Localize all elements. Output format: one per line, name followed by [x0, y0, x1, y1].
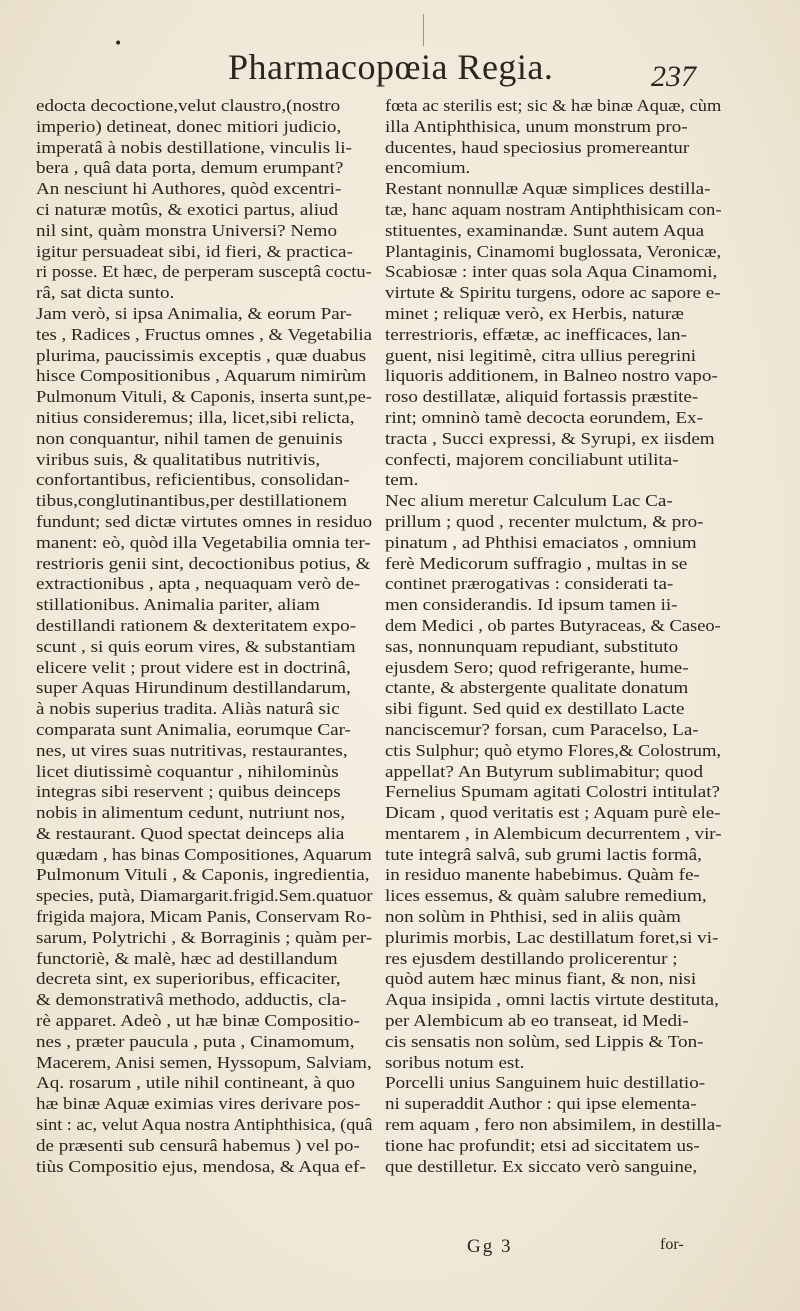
- text-line: nes , præter paucula , puta , Cinamomum,: [36, 1031, 355, 1051]
- text-line: rè apparet. Adeò , ut hæ binæ Compositio-: [36, 1011, 360, 1031]
- text-line: igitur persuadeat sibi, id fieri, & practica-: [36, 241, 353, 261]
- text-line: sas, nonnunquam repudiant, substituto: [385, 636, 679, 656]
- text-line: sint : ac, velut Aqua nostra Antiphthisica, (quâ: [36, 1115, 373, 1135]
- text-line: pinatum , ad Phthisi emaciatos , omnium: [385, 532, 697, 552]
- text-line: Porcelli unius Sanguinem huic destillatio-: [385, 1073, 706, 1093]
- text-line: species, putà, Diamargarit.frigid.Sem.quatuor: [36, 886, 373, 906]
- text-line: tiùs Compositio ejus, mendosa, & Aqua ef-: [36, 1156, 366, 1176]
- text-line: ctante, & abstergente qualitate donatum: [385, 678, 689, 698]
- text-line: destillandi rationem & dexteritatem expo-: [36, 615, 357, 635]
- text-line: confortantibus, reficientibus, consolidan-: [36, 470, 350, 490]
- page-title: Pharmacopœia Regia.: [228, 47, 554, 87]
- catchword: for-: [660, 1236, 684, 1253]
- text-line: Fernelius Spumam agitati Colostri intitulat?: [385, 782, 720, 802]
- text-line: tracta , Succi expressi, & Syrupi, ex iisdem: [385, 428, 715, 448]
- text-line: minet ; reliquæ verò, ex Herbis, naturæ: [385, 303, 684, 323]
- text-line: stillationibus. Animalia pariter, aliam: [36, 595, 320, 615]
- text-line: men considerandis. Id ipsum tamen ii-: [385, 595, 678, 615]
- text-line: in residuo manente habebimus. Quàm fe-: [385, 865, 700, 885]
- text-line: tem.: [385, 470, 419, 490]
- text-line: plurima, paucissimis exceptis , quæ duabus: [36, 345, 367, 365]
- text-line: terrestrioris, effætæ, ac inefficaces, lan-: [385, 324, 687, 344]
- text-line: sibi figunt. Sed quid ex destillato Lacte: [385, 699, 685, 719]
- text-line: restrioris genii sint, decoctionibus potius, &: [36, 553, 371, 573]
- text-line: nanciscemur? forsan, cum Paracelso, La-: [385, 719, 699, 739]
- left-column: [36, 96, 372, 1177]
- text-line: mentarem , in Alembicum decurrentem , vir-: [385, 823, 722, 843]
- text-line: imperatâ à nobis destillatione, vinculis li-: [36, 137, 352, 157]
- text-line: tute integrâ salvâ, sub grumi lactis formâ,: [385, 844, 702, 864]
- text-line: appellat? An Butyrum sublimabitur; quod: [385, 761, 704, 781]
- text-line: confecti, majorem conciliabunt utilita-: [385, 449, 679, 469]
- text-line: plurimis morbis, Lac destillatum foret,si vi-: [385, 927, 719, 947]
- text-line: edocta decoctione,velut claustro,(nostro: [36, 96, 341, 115]
- text-line: res ejusdem destillando prolicerentur ;: [385, 948, 678, 968]
- text-line: Aqua insipida , omni lactis virtute destituta,: [385, 990, 719, 1010]
- text-line: ni superaddit Author : qui ipse elementa-: [385, 1094, 697, 1114]
- text-line: prillum ; quod , recenter mulctum, & pro-: [385, 511, 704, 531]
- text-line: tes , Radices , Fructus omnes , & Vegetabilia: [36, 324, 372, 344]
- text-line: extractionibus , apta , nequaquam verò de-: [36, 574, 361, 594]
- text-line: decreta sint, ex superioribus, efficaciter,: [36, 969, 341, 989]
- text-line: lices essemus, & quàm salubre remedium,: [385, 886, 707, 906]
- text-line: liquoris additionem, in Balneo nostro vapo-: [385, 366, 718, 386]
- page-number: 237: [651, 60, 696, 93]
- text-line: cis sensatis non solùm, sed Lippis & Ton-: [385, 1031, 704, 1051]
- text-line: quædam , has binas Compositiones, Aquarum: [36, 844, 372, 864]
- text-line: roso destillatæ, aliquid fortassis præstite-: [385, 387, 699, 407]
- text-line: licet diutissimè coquantur , nihilominùs: [36, 761, 339, 781]
- text-line: quòd autem hæc minus fiant, & non, nisi: [385, 969, 697, 989]
- text-line: tibus,conglutinantibus,per destillationem: [36, 491, 348, 511]
- text-line: tione hac profundit; etsi ad siccitatem us-: [385, 1135, 700, 1155]
- text-line: ejusdem Sero; quod refrigerante, hume-: [385, 657, 689, 677]
- text-line: soribus notum est.: [385, 1052, 525, 1072]
- header-bullet: •: [114, 36, 123, 52]
- text-line: encomium.: [385, 158, 471, 178]
- text-line: nitius consideremus; illa, licet,sibi relicta,: [36, 407, 355, 427]
- text-line: tæ, hanc aquam nostram Antiphthisicam con-: [385, 199, 722, 219]
- text-line: non conquantur, nihil tamen de genuinis: [36, 428, 343, 448]
- text-line: elicere velit ; prout videre est in doctrinâ,: [36, 657, 351, 677]
- text-line: guent, nisi legitimè, citra ullius peregrini: [385, 345, 697, 365]
- text-line: rem aquam , fero non absimilem, in destilla-: [385, 1115, 722, 1135]
- text-line: de præsenti sub censurâ habemus ) vel po-: [36, 1135, 360, 1155]
- text-line: fœta ac sterilis est; sic & hæ binæ Aquæ, cùm: [385, 96, 722, 115]
- text-line: Macerem, Anisi semen, Hyssopum, Salviam,: [36, 1052, 372, 1072]
- text-line: Nec alium meretur Calculum Lac Ca-: [385, 491, 673, 511]
- text-line: Restant nonnullæ Aquæ simplices destilla-: [385, 179, 711, 199]
- text-line: ducentes, haud speciosius promereantur: [385, 137, 690, 157]
- text-line: hæ binæ Aquæ eximias vires derivare pos-: [36, 1094, 361, 1114]
- text-line: Pulmonum Vituli, & Caponis, inserta sunt,pe-: [36, 387, 372, 407]
- text-line: à nobis superius tradita. Aliàs naturâ sic: [36, 699, 340, 719]
- text-line: nes, ut vires suas nutritivas, restaurantes,: [36, 740, 348, 760]
- text-line: fundunt; sed dictæ virtutes omnes in residuo: [36, 511, 373, 531]
- text-line: ctis Sulphur; quò etymo Flores,& Colostrum,: [385, 740, 722, 760]
- text-line: super Aquas Hirundinum destillandarum,: [36, 678, 351, 698]
- text-line: & demonstrativâ methodo, adductis, cla-: [36, 990, 347, 1010]
- text-line: bera , quâ data porta, demum erumpant?: [36, 158, 344, 178]
- signature-mark: Gg 3: [467, 1236, 513, 1257]
- text-line: virtute & Spiritu turgens, odore ac sapore e-: [385, 283, 721, 303]
- text-line: ferè Medicorum suffragio , multas in se: [385, 553, 688, 573]
- text-line: Aq. rosarum , utile nihil contineant, à quo: [36, 1073, 356, 1093]
- text-line: râ, sat dicta sunto.: [36, 283, 175, 303]
- text-line: stituentes, examinandæ. Sunt autem Aqua: [385, 220, 705, 240]
- text-line: que destilletur. Ex siccato verò sanguine,: [385, 1156, 698, 1176]
- text-line: nil sint, quàm monstra Universi? Nemo: [36, 220, 338, 240]
- text-line: non solùm in Phthisi, sed in aliis quàm: [385, 907, 681, 927]
- text-line: Scabiosæ : inter quas sola Aqua Cinamomi,: [385, 262, 718, 282]
- text-line: illa Antiphthisica, unum monstrum pro-: [385, 116, 688, 136]
- text-line: viribus suis, & qualitatibus nutritivis,: [36, 449, 321, 469]
- text-line: Jam verò, si ipsa Animalia, & eorum Par-: [36, 303, 353, 323]
- text-line: manent: eò, quòd illa Vegetabilia omnia ter-: [36, 532, 371, 552]
- text-line: nobis in alimentum cedunt, nutriunt nos,: [36, 803, 346, 823]
- text-line: scunt , si quis eorum vires, & substantiam: [36, 636, 356, 656]
- text-line: dem Medici , ob partes Butyraceas, & Caseo-: [385, 615, 721, 635]
- text-line: ri posse. Et hæc, de perperam susceptâ coctu-: [36, 262, 372, 282]
- text-line: rint; omninò tamè decocta eorundem, Ex-: [385, 407, 703, 427]
- text-line: An nesciunt hi Authores, quòd excentri-: [36, 179, 342, 199]
- text-line: hisce Compositionibus , Aquarum nimirùm: [36, 366, 367, 386]
- text-line: & restaurant. Quod spectat deinceps alia: [36, 823, 345, 843]
- text-line: per Alembicum ab eo transeat, id Medi-: [385, 1011, 689, 1031]
- text-line: Plantaginis, Cinamomi buglossata, Veronicæ,: [385, 241, 722, 261]
- text-line: comparata sunt Animalia, eorumque Car-: [36, 719, 351, 739]
- text-line: sarum, Polytrichi , & Borraginis ; quàm per-: [36, 927, 373, 947]
- text-line: imperio) detineat, donec mitiori judicio,: [36, 116, 342, 136]
- text-line: ci naturæ motûs, & exotici partus, aliud: [36, 199, 339, 219]
- text-line: functoriè, & malè, hæc ad destillandum: [36, 948, 338, 968]
- text-line: Pulmonum Vituli , & Caponis, ingredientia,: [36, 865, 370, 885]
- text-line: frigida majora, Micam Panis, Conservam Ro-: [36, 907, 372, 927]
- text-line: Dicam , quod veritatis est ; Aquam purè ele-: [385, 803, 721, 823]
- header-rule-mark: [423, 14, 424, 46]
- text-line: integras sibi reservent ; quibus deinceps: [36, 782, 341, 802]
- text-line: continet prærogativas : considerati ta-: [385, 574, 674, 594]
- right-column: [385, 96, 721, 1177]
